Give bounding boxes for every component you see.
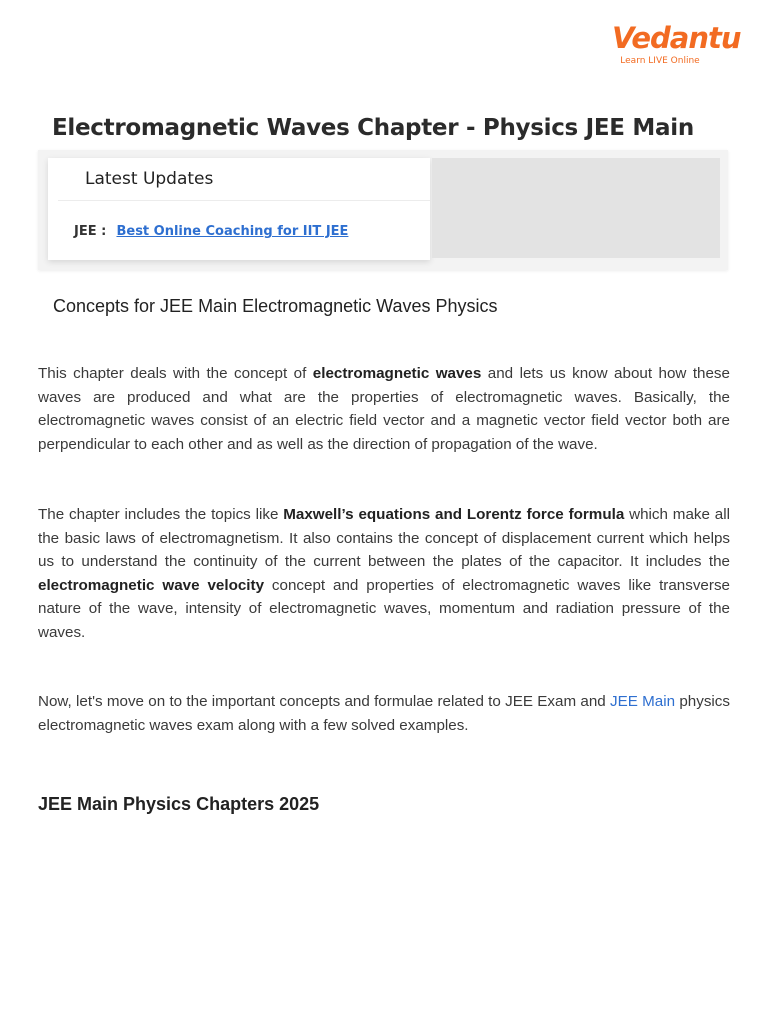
para2-bold-1: Maxwell’s equations and Lorentz force formula <box>283 506 625 523</box>
divider <box>58 200 430 201</box>
chapters-heading: JEE Main Physics Chapters 2025 <box>38 794 320 814</box>
logo-wordmark: Vedantu <box>612 21 741 55</box>
paragraph-intro <box>38 362 730 456</box>
para2-text-1: The chapter includes the topics like <box>38 506 284 523</box>
page-title: Electromagnetic Waves Chapter - Physics JEE Main <box>52 115 694 141</box>
latest-updates-side-area <box>432 158 720 258</box>
jee-main-link[interactable]: JEE Main <box>610 693 676 710</box>
para3-text-1: Now, let's move on to the important concepts and formulae related to JEE Exam and <box>38 693 610 710</box>
para1-bold-1: electromagnetic waves <box>312 365 482 382</box>
para3-text-2: physics electromagnetic waves exam along with a few solved examples. <box>38 693 730 734</box>
best-online-coaching-link[interactable]: Best Online Coaching for IIT JEE <box>116 224 349 239</box>
para2-text-2: which make all the basic laws of electromagnetism. It also contains the concept of displacement current which helps us to understand the continuity of the current between the plates of the capacitor. It includes the <box>38 506 730 570</box>
logo-tagline: Learn LIVE Online <box>620 56 700 66</box>
para1-text-1: This chapter deals with the concept of <box>38 365 313 382</box>
para1-text-2: and lets us know about how these waves are produced and what are the properties of electromagnetic waves. Basically, the electromagnetic waves consist of an electric field vector and a magnetic vector field vector both are perpendicular to each other and as well as the direction of propagation of the wave. <box>38 365 730 453</box>
paragraph-next <box>38 690 730 737</box>
update-item-label: JEE : <box>74 224 107 239</box>
paragraph-topics <box>38 503 730 644</box>
para2-bold-2: electromagnetic wave velocity <box>38 576 265 594</box>
latest-updates-heading: Latest Updates <box>85 169 214 189</box>
latest-update-item <box>74 224 348 239</box>
concepts-heading: Concepts for JEE Main Electromagnetic Waves Physics <box>53 296 498 316</box>
para2-text-3: concept and properties of electromagnetic waves like transverse nature of the wave, intensity of electromagnetic waves, momentum and radiation pressure of the waves. <box>38 576 730 641</box>
vedantu-logo[interactable] <box>612 21 741 66</box>
